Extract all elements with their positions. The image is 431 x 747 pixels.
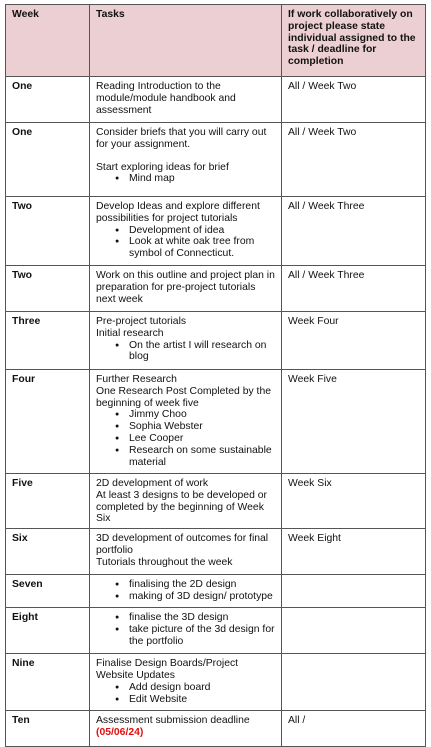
table-row: [6, 77, 426, 123]
task-bullets: [96, 682, 276, 706]
week-cell: Four: [6, 370, 90, 474]
deadline-cell: All / Week Two: [282, 77, 426, 123]
task-bullets: [96, 579, 276, 603]
list-item: ● Add design board: [129, 682, 276, 694]
week-cell: Three: [6, 312, 90, 370]
task-line: Finalise Design Boards/Project Website Updates: [96, 658, 239, 681]
week-cell: Nine: [6, 654, 90, 711]
tasks-cell: [90, 575, 282, 608]
list-item: ● Sophia Webster: [129, 421, 276, 433]
deadline-cell: Week Six: [282, 474, 426, 529]
task-line: Develop Ideas and explore different possibilities for project tutorials: [96, 201, 260, 224]
week-cell: Two: [6, 197, 90, 266]
tasks-cell: [90, 312, 282, 370]
week-cell: Five: [6, 474, 90, 529]
deadline-cell: All /: [282, 711, 426, 747]
task-bullets: [96, 173, 276, 185]
tasks-cell: [90, 474, 282, 529]
table-row: [6, 575, 426, 608]
table-row: [6, 474, 426, 529]
header-week: Week: [6, 5, 90, 77]
week-cell: Seven: [6, 575, 90, 608]
list-item: ● making of 3D design/ prototype: [129, 591, 276, 603]
task-line: Further Research: [96, 374, 177, 385]
project-plan-table: [5, 4, 426, 747]
table-row: [6, 370, 426, 474]
tasks-cell: [90, 197, 282, 266]
table-row: [6, 529, 426, 575]
task-line: Start exploring ideas for brief: [96, 161, 229, 173]
table-row: [6, 711, 426, 747]
list-item: ● take picture of the 3d design for the portfolio: [129, 624, 276, 648]
deadline-cell: All / Week Three: [282, 197, 426, 266]
list-item: ● Jimmy Choo: [129, 409, 276, 421]
week-cell: Eight: [6, 608, 90, 654]
list-item: ● Mind map: [129, 173, 276, 185]
tasks-cell: [90, 654, 282, 711]
task-bullets: [96, 225, 276, 260]
deadline-cell: All / Week Two: [282, 123, 426, 197]
table-row: [6, 123, 426, 197]
task-line: One Research Post Completed by the beginning of week five: [96, 385, 272, 409]
list-item: ● On the artist I will research on blog: [129, 340, 276, 364]
task-line: 3D development of outcomes for final portfolio: [96, 533, 269, 556]
week-cell: Ten: [6, 711, 90, 747]
list-item: ● Lee Cooper: [129, 433, 276, 445]
tasks-cell: [90, 266, 282, 312]
deadline-cell: Week Eight: [282, 529, 426, 575]
table-row: [6, 197, 426, 266]
tasks-cell: [90, 608, 282, 654]
task-line: Work on this outline and project plan in preparation for pre-project tutorials next week: [96, 270, 275, 305]
list-item: ● finalise the 3D design: [129, 612, 276, 624]
table-row: [6, 654, 426, 711]
deadline-cell: [282, 575, 426, 608]
deadline-cell: [282, 608, 426, 654]
list-item: ● Edit Website: [129, 694, 276, 706]
list-item: ● Development of idea: [129, 225, 276, 237]
deadline-cell: [282, 654, 426, 711]
tasks-cell: [90, 711, 282, 747]
deadline-cell: All / Week Three: [282, 266, 426, 312]
list-item: ● Look at white oak tree from symbol of Connecticut.: [129, 236, 276, 260]
task-line: Consider briefs that you will carry out for your assignment.: [96, 127, 267, 150]
list-item: ● Research on some sustainable material: [129, 445, 276, 469]
deadline-cell: Week Four: [282, 312, 426, 370]
task-line: Pre-project tutorials: [96, 316, 187, 327]
task-bullets: [96, 409, 276, 468]
week-cell: One: [6, 77, 90, 123]
list-item: ● finalising the 2D design: [129, 579, 276, 591]
tasks-cell: [90, 77, 282, 123]
task-line: Assessment submission deadline: [96, 715, 250, 727]
week-cell: One: [6, 123, 90, 197]
header-collab: If work collaboratively on project please state individual assigned to the task / deadline for completion: [282, 5, 426, 77]
task-line: Initial research: [96, 327, 164, 339]
table-row: [6, 312, 426, 370]
task-line: Reading Introduction to the module/module handbook and assessment: [96, 81, 236, 116]
week-cell: Six: [6, 529, 90, 575]
tasks-cell: [90, 123, 282, 197]
table-row: [6, 266, 426, 312]
tasks-cell: [90, 529, 282, 575]
task-line: At least 3 designs to be developed or completed by the beginning of Week Six: [96, 489, 267, 525]
deadline-cell: Week Five: [282, 370, 426, 474]
task-line: 2D development of work: [96, 478, 209, 489]
submission-date: (05/06/24): [96, 726, 144, 738]
header-tasks: Tasks: [90, 5, 282, 77]
week-cell: Two: [6, 266, 90, 312]
table-row: [6, 608, 426, 654]
header-row: [6, 5, 426, 77]
task-bullets: [96, 612, 276, 647]
task-line: Tutorials throughout the week: [96, 556, 233, 568]
tasks-cell: [90, 370, 282, 474]
task-bullets: [96, 340, 276, 364]
